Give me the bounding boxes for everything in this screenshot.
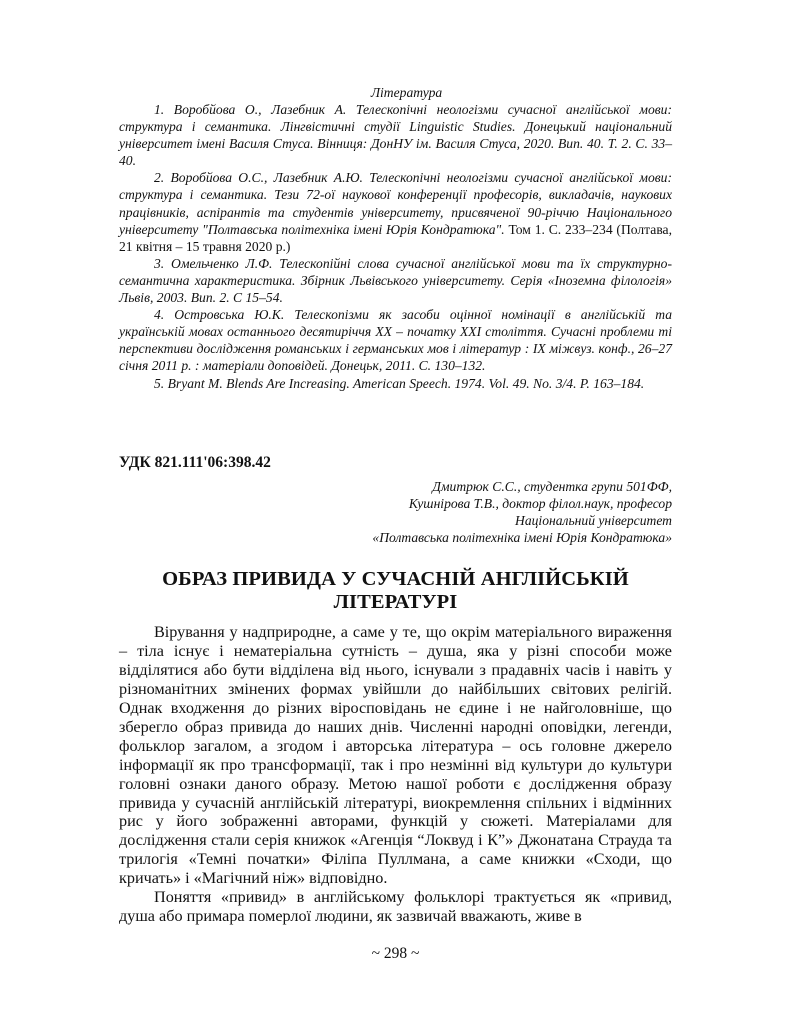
reference-item-4: 4. Островська Ю.К. Телескопізми як засоби оцінної номінації в англійській та українській мовах останнього десятиріччя XX – початку XXI століття. Сучасні проблеми ті перспективи дослідження романських і германських мов і літератур : IX міжвуз. конф., 26–27 січня 2011 р. : матеріали доповідей. Донецьк, 2011. С. 130–132. xyxy=(119,307,672,374)
udk-code: УДК 821.111'06:398.42 xyxy=(119,453,271,471)
author-block xyxy=(119,478,672,547)
page-content xyxy=(119,84,672,926)
reference-item-2 xyxy=(119,169,672,254)
reference-item-1: 1. Воробйова О., Лазебник А. Телескопічні неологізми сучасної англійської мови: структура і семантика. Лінгвістичні студії Linguistic Studies. Донецький національний університет імені Василя Стуса. Вінниця: ДонНУ ім. Василя Стуса, 2020. Вип. 40. Т. 2. С. 33–40. xyxy=(119,102,672,169)
reference-item-5: 5. Bryant M. Blends Are Increasing. American Speech. 1974. Vol. 49. No. 3/4. P. 163–184. xyxy=(154,375,645,391)
affiliation-line-2: «Полтавська політехніка імені Юрія Кондратюка» xyxy=(372,530,672,546)
body-paragraph-2: Поняття «привид» в англійському фольклорі трактується як «привид, душа або примара померлої людини, як зазвичай вважають, живе в xyxy=(119,888,672,925)
reference-item-3: 3. Омельченко Л.Ф. Телескопійні слова сучасної англійської мови та їх структурно-семантична характеристика. Збірник Львівського університету. Серія «Іноземна філологія» Львів, 2003. Вип. 2. С 15–54. xyxy=(119,255,672,306)
author-line-1: Дмитрюк С.С., студентка групи 501ФФ, xyxy=(432,478,672,494)
article-title: ОБРАЗ ПРИВИДА У СУЧАСНІЙ АНГЛІЙСЬКІЙ ЛІТЕРАТУРІ xyxy=(162,568,629,613)
page-number: ~ 298 ~ xyxy=(371,945,420,962)
body-paragraph-1: Вірування у надприродне, а саме у те, що окрім матеріального вираження – тіла існує і нематеріальна сутність – душа, яка у різні способи може відділятися або бути відділена від нього, існували з прадавніх часів і навіть у різноманітних змінених формах увійшли до найбільших світових релігій. Однак входження до різних віросповідань не єдине і не найголовніше, що зберегло образ привида до наших днів. Численні народні оповідки, легенди, фольклор загалом, а згодом і авторська література – ось головне джерело інформації як про трансформації, так і про незмінні від культури до культури головні ознаки даного образу. Метою нашої роботи є дослідження образу привида у сучасній англійській літературі, виокремлення спільних і відмінних рис у його зображенні авторами, функцій у сюжеті. Матеріалами для дослідження стали серія книжок «Агенція “Локвуд і К”» Джонатана Страуда та трилогія «Темні початки» Філіпа Пуллмана, а саме книжки «Сходи, що кричать» і «Магічний ніж» відповідно. xyxy=(119,623,672,888)
references-section xyxy=(119,84,672,392)
references-heading: Література xyxy=(370,85,443,100)
affiliation-line-1: Національний університет xyxy=(515,513,672,528)
author-line-2: Кушнірова Т.В., доктор філол.наук, професор xyxy=(408,495,672,511)
reference-item-2-italic: 2. Воробйова О.С., Лазебник А.Ю. Телескопічні неологізми сучасної англійської мови: структура і семантика. Тези 72-ої наукової конференції професорів, викладачів, наукових працівників, аспірантів та студентів університету, присвяченої 90-річчю Національного університету "Полтавська політехніка імені Юрія Кондратюка". xyxy=(119,170,672,237)
reference-item-2-upright: Том 1. С. 233–234 (Полтава, 21 квітня – 15 травня 2020 р.) xyxy=(119,221,672,254)
